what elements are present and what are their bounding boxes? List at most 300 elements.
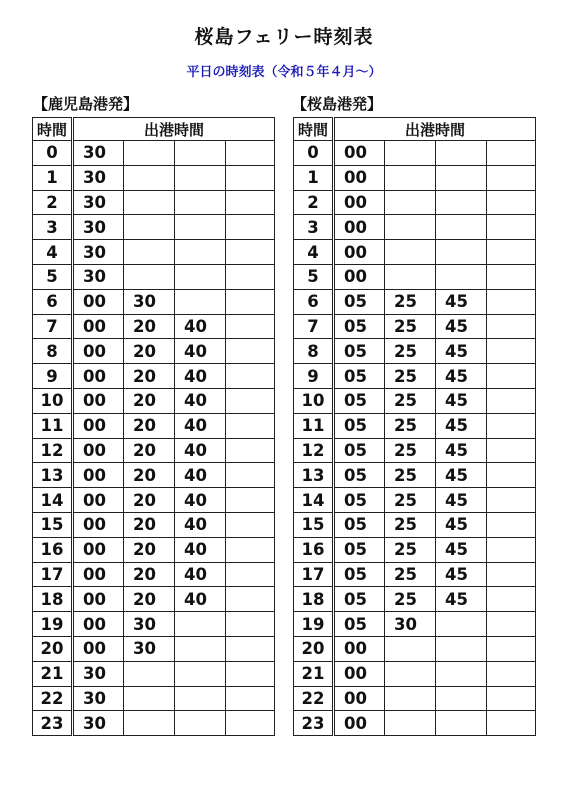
departure-minute-cell: 05 [334, 413, 385, 438]
hour-cell: 22 [294, 686, 334, 711]
hour-cell: 8 [294, 339, 334, 364]
departure-minute-cell [487, 240, 536, 265]
timetable-row [294, 686, 536, 711]
departure-minute-cell [124, 190, 175, 215]
hour-cell: 3 [33, 215, 73, 240]
departure-minute-cell: 00 [334, 165, 385, 190]
departure-minute-cell: 30 [73, 264, 124, 289]
departure-minute-cell: 05 [334, 587, 385, 612]
departure-minute-cell: 30 [73, 141, 124, 166]
departure-minute-cell: 00 [334, 661, 385, 686]
departure-minute-cell [226, 264, 275, 289]
page-subtitle: 平日の時刻表（令和５年４月〜） [186, 65, 382, 80]
sakurajima-section-label: 【桜島港発】 [292, 95, 383, 113]
departure-minute-cell [487, 463, 536, 488]
departure-minute-cell: 20 [124, 438, 175, 463]
departure-minute-cell: 40 [175, 512, 226, 537]
hour-cell: 7 [33, 314, 73, 339]
departure-minute-cell: 30 [73, 215, 124, 240]
departure-minute-cell: 00 [73, 612, 124, 637]
departure-minute-cell [385, 711, 436, 736]
hour-cell: 12 [294, 438, 334, 463]
departure-minute-cell [487, 587, 536, 612]
hour-cell: 20 [33, 636, 73, 661]
departure-minute-cell: 05 [334, 537, 385, 562]
departure-minute-cell: 40 [175, 562, 226, 587]
departure-minute-cell: 25 [385, 562, 436, 587]
departure-minute-cell: 05 [334, 438, 385, 463]
hour-cell: 1 [294, 165, 334, 190]
timetable-row [294, 537, 536, 562]
departure-minute-cell [175, 711, 226, 736]
departure-minute-cell: 40 [175, 438, 226, 463]
timetable-row [294, 240, 536, 265]
departure-minute-cell: 30 [124, 289, 175, 314]
hour-cell: 11 [33, 413, 73, 438]
departure-minute-cell [487, 438, 536, 463]
hour-cell: 19 [33, 612, 73, 637]
departure-minute-cell: 20 [124, 364, 175, 389]
hour-cell: 7 [294, 314, 334, 339]
timetable-row [294, 562, 536, 587]
departure-minute-cell [226, 240, 275, 265]
departure-minute-cell: 25 [385, 388, 436, 413]
departure-minute-cell: 45 [436, 562, 487, 587]
departure-minute-cell [487, 165, 536, 190]
departure-minute-cell [226, 438, 275, 463]
departure-minute-cell: 30 [385, 612, 436, 637]
departure-minute-cell [487, 339, 536, 364]
departure-minute-cell: 25 [385, 438, 436, 463]
departure-minute-cell [487, 215, 536, 240]
departure-minute-cell [226, 562, 275, 587]
departure-minute-cell: 05 [334, 289, 385, 314]
departure-minute-cell [487, 364, 536, 389]
departure-minute-cell: 00 [73, 636, 124, 661]
departure-minute-cell: 30 [73, 190, 124, 215]
departure-column-header: 出港時間 [73, 118, 275, 141]
departure-minute-cell: 05 [334, 364, 385, 389]
hour-cell: 2 [294, 190, 334, 215]
timetable-row [33, 289, 275, 314]
hour-cell: 23 [33, 711, 73, 736]
departure-minute-cell: 45 [436, 289, 487, 314]
departure-minute-cell: 25 [385, 413, 436, 438]
departure-minute-cell: 20 [124, 463, 175, 488]
departure-minute-cell: 25 [385, 339, 436, 364]
departure-minute-cell: 30 [73, 711, 124, 736]
timetable-row [33, 612, 275, 637]
departure-minute-cell: 05 [334, 388, 385, 413]
departure-minute-cell [175, 636, 226, 661]
departure-minute-cell [226, 537, 275, 562]
hour-cell: 3 [294, 215, 334, 240]
departure-minute-cell: 00 [73, 537, 124, 562]
hour-cell: 9 [294, 364, 334, 389]
timetable-row [33, 264, 275, 289]
departure-minute-cell [124, 165, 175, 190]
departure-minute-cell: 25 [385, 314, 436, 339]
departure-minute-cell: 00 [73, 388, 124, 413]
departure-minute-cell [124, 141, 175, 166]
hour-cell: 10 [33, 388, 73, 413]
departure-minute-cell: 45 [436, 512, 487, 537]
hour-cell: 8 [33, 339, 73, 364]
departure-minute-cell [385, 264, 436, 289]
departure-minute-cell [385, 240, 436, 265]
departure-minute-cell: 00 [334, 240, 385, 265]
departure-minute-cell [226, 215, 275, 240]
departure-minute-cell [226, 165, 275, 190]
timetable-row [294, 314, 536, 339]
departure-minute-cell [436, 215, 487, 240]
departure-minute-cell [436, 661, 487, 686]
departure-minute-cell [487, 512, 536, 537]
departure-minute-cell [487, 413, 536, 438]
departure-minute-cell [385, 141, 436, 166]
departure-minute-cell: 40 [175, 388, 226, 413]
kagoshima-rows [33, 141, 275, 736]
departure-minute-cell [226, 339, 275, 364]
hour-cell: 4 [33, 240, 73, 265]
departure-minute-cell [226, 661, 275, 686]
departure-minute-cell: 05 [334, 512, 385, 537]
hour-cell: 15 [33, 512, 73, 537]
departure-minute-cell: 20 [124, 388, 175, 413]
timetable-row [294, 165, 536, 190]
departure-minute-cell [487, 314, 536, 339]
departure-minute-cell [487, 562, 536, 587]
departure-minute-cell: 40 [175, 463, 226, 488]
departure-minute-cell: 00 [73, 562, 124, 587]
departure-minute-cell: 45 [436, 339, 487, 364]
departure-column-header: 出港時間 [334, 118, 536, 141]
hour-cell: 18 [294, 587, 334, 612]
departure-minute-cell: 00 [334, 264, 385, 289]
timetable-row [33, 215, 275, 240]
departure-minute-cell: 20 [124, 587, 175, 612]
departure-minute-cell [487, 711, 536, 736]
departure-minute-cell: 05 [334, 339, 385, 364]
hour-cell: 23 [294, 711, 334, 736]
timetable-row [33, 141, 275, 166]
hour-cell: 21 [294, 661, 334, 686]
hour-cell: 14 [33, 488, 73, 513]
departure-minute-cell [124, 240, 175, 265]
hour-cell: 4 [294, 240, 334, 265]
departure-minute-cell [175, 661, 226, 686]
departure-minute-cell [487, 190, 536, 215]
hour-column-header: 時間 [33, 118, 73, 141]
departure-minute-cell: 45 [436, 388, 487, 413]
timetable-row [33, 463, 275, 488]
departure-minute-cell [124, 264, 175, 289]
hour-cell: 0 [33, 141, 73, 166]
departure-minute-cell [487, 141, 536, 166]
timetable-row [294, 215, 536, 240]
hour-cell: 20 [294, 636, 334, 661]
hour-cell: 6 [294, 289, 334, 314]
departure-minute-cell: 30 [73, 661, 124, 686]
hour-cell: 9 [33, 364, 73, 389]
departure-minute-cell: 00 [73, 587, 124, 612]
departure-minute-cell: 20 [124, 339, 175, 364]
hour-cell: 2 [33, 190, 73, 215]
departure-minute-cell: 40 [175, 537, 226, 562]
departure-minute-cell [226, 388, 275, 413]
timetable-row [294, 636, 536, 661]
departure-minute-cell [226, 364, 275, 389]
departure-minute-cell: 05 [334, 463, 385, 488]
hour-column-header: 時間 [294, 118, 334, 141]
departure-minute-cell [124, 661, 175, 686]
departure-minute-cell [226, 636, 275, 661]
hour-cell: 13 [33, 463, 73, 488]
departure-minute-cell: 00 [73, 314, 124, 339]
departure-minute-cell: 45 [436, 587, 487, 612]
departure-minute-cell [124, 686, 175, 711]
timetable-row [33, 711, 275, 736]
hour-cell: 16 [33, 537, 73, 562]
departure-minute-cell [226, 711, 275, 736]
timetable-row [33, 165, 275, 190]
timetable-row [33, 562, 275, 587]
timetable-row [294, 488, 536, 513]
departure-minute-cell: 00 [73, 488, 124, 513]
departure-minute-cell: 20 [124, 314, 175, 339]
departure-minute-cell: 05 [334, 488, 385, 513]
timetable-header-row [294, 118, 536, 141]
timetable-row [33, 240, 275, 265]
departure-minute-cell [487, 537, 536, 562]
departure-minute-cell [175, 165, 226, 190]
departure-minute-cell [487, 488, 536, 513]
departure-minute-cell [487, 636, 536, 661]
departure-minute-cell [175, 141, 226, 166]
departure-minute-cell: 30 [73, 686, 124, 711]
departure-minute-cell: 40 [175, 314, 226, 339]
departure-minute-cell [226, 587, 275, 612]
departure-minute-cell [226, 141, 275, 166]
departure-minute-cell: 45 [436, 438, 487, 463]
sakurajima-timetable [293, 117, 536, 736]
timetable-row [294, 587, 536, 612]
departure-minute-cell [175, 612, 226, 637]
departure-minute-cell: 45 [436, 537, 487, 562]
departure-minute-cell: 00 [334, 711, 385, 736]
departure-minute-cell [226, 413, 275, 438]
timetable-row [33, 512, 275, 537]
hour-cell: 15 [294, 512, 334, 537]
departure-minute-cell [436, 141, 487, 166]
timetable-row [33, 488, 275, 513]
departure-minute-cell [436, 711, 487, 736]
departure-minute-cell: 30 [73, 165, 124, 190]
departure-minute-cell: 30 [124, 612, 175, 637]
departure-minute-cell [436, 636, 487, 661]
hour-cell: 19 [294, 612, 334, 637]
timetable-row [33, 339, 275, 364]
departure-minute-cell: 40 [175, 413, 226, 438]
departure-minute-cell [385, 636, 436, 661]
departure-minute-cell: 25 [385, 537, 436, 562]
departure-minute-cell: 40 [175, 488, 226, 513]
departure-minute-cell: 40 [175, 339, 226, 364]
departure-minute-cell: 20 [124, 562, 175, 587]
departure-minute-cell: 00 [73, 463, 124, 488]
departure-minute-cell: 00 [73, 289, 124, 314]
departure-minute-cell [175, 264, 226, 289]
hour-cell: 14 [294, 488, 334, 513]
timetable-row [294, 661, 536, 686]
timetable-row [33, 388, 275, 413]
hour-cell: 17 [33, 562, 73, 587]
timetable-row [33, 636, 275, 661]
departure-minute-cell [487, 388, 536, 413]
departure-minute-cell: 45 [436, 463, 487, 488]
timetable-row [33, 587, 275, 612]
departure-minute-cell: 25 [385, 587, 436, 612]
timetable-row [33, 413, 275, 438]
hour-cell: 16 [294, 537, 334, 562]
departure-minute-cell [175, 686, 226, 711]
departure-minute-cell [487, 612, 536, 637]
hour-cell: 22 [33, 686, 73, 711]
timetable-row [294, 512, 536, 537]
timetable-row [294, 388, 536, 413]
departure-minute-cell [226, 314, 275, 339]
departure-minute-cell [436, 686, 487, 711]
departure-minute-cell: 25 [385, 364, 436, 389]
departure-minute-cell [226, 612, 275, 637]
timetable-row [33, 438, 275, 463]
departure-minute-cell: 00 [334, 686, 385, 711]
page-title: 桜島フェリー時刻表 [194, 26, 374, 48]
timetable-row [33, 314, 275, 339]
departure-minute-cell: 40 [175, 364, 226, 389]
timetable-row [294, 141, 536, 166]
departure-minute-cell [436, 165, 487, 190]
timetable-row [294, 364, 536, 389]
departure-minute-cell: 00 [73, 364, 124, 389]
timetable-row [33, 537, 275, 562]
departure-minute-cell: 45 [436, 413, 487, 438]
departure-minute-cell: 20 [124, 537, 175, 562]
timetable-row [294, 438, 536, 463]
sakurajima-rows [294, 141, 536, 736]
departure-minute-cell [175, 289, 226, 314]
departure-minute-cell [487, 264, 536, 289]
departure-minute-cell [175, 240, 226, 265]
departure-minute-cell: 00 [334, 190, 385, 215]
departure-minute-cell: 30 [124, 636, 175, 661]
timetable-row [294, 190, 536, 215]
departure-minute-cell: 25 [385, 463, 436, 488]
timetable-row [33, 661, 275, 686]
departure-minute-cell: 20 [124, 413, 175, 438]
timetable-header-row [33, 118, 275, 141]
departure-minute-cell [124, 215, 175, 240]
departure-minute-cell [487, 686, 536, 711]
departure-minute-cell: 25 [385, 512, 436, 537]
timetable-row [33, 686, 275, 711]
departure-minute-cell: 45 [436, 314, 487, 339]
departure-minute-cell [226, 512, 275, 537]
hour-cell: 10 [294, 388, 334, 413]
departure-minute-cell: 00 [334, 215, 385, 240]
departure-minute-cell [385, 686, 436, 711]
departure-minute-cell: 20 [124, 488, 175, 513]
timetable-row [294, 612, 536, 637]
timetable-row [33, 190, 275, 215]
departure-minute-cell [436, 612, 487, 637]
departure-minute-cell: 00 [73, 438, 124, 463]
hour-cell: 5 [33, 264, 73, 289]
hour-cell: 1 [33, 165, 73, 190]
departure-minute-cell [385, 190, 436, 215]
departure-minute-cell: 00 [334, 636, 385, 661]
departure-minute-cell: 40 [175, 587, 226, 612]
hour-cell: 5 [294, 264, 334, 289]
departure-minute-cell: 00 [73, 512, 124, 537]
departure-minute-cell: 25 [385, 289, 436, 314]
timetable-row [294, 463, 536, 488]
departure-minute-cell [436, 264, 487, 289]
departure-minute-cell [436, 190, 487, 215]
hour-cell: 6 [33, 289, 73, 314]
departure-minute-cell [385, 215, 436, 240]
hour-cell: 11 [294, 413, 334, 438]
departure-minute-cell: 20 [124, 512, 175, 537]
departure-minute-cell: 45 [436, 488, 487, 513]
departure-minute-cell [175, 215, 226, 240]
timetable-row [294, 413, 536, 438]
departure-minute-cell: 30 [73, 240, 124, 265]
departure-minute-cell [226, 289, 275, 314]
departure-minute-cell: 05 [334, 314, 385, 339]
departure-minute-cell: 00 [73, 413, 124, 438]
departure-minute-cell [226, 463, 275, 488]
hour-cell: 21 [33, 661, 73, 686]
hour-cell: 18 [33, 587, 73, 612]
departure-minute-cell: 05 [334, 612, 385, 637]
departure-minute-cell [385, 165, 436, 190]
timetable-row [33, 364, 275, 389]
kagoshima-section-label: 【鹿児島港発】 [33, 95, 139, 113]
departure-minute-cell: 05 [334, 562, 385, 587]
timetable-row [294, 339, 536, 364]
departure-minute-cell [487, 661, 536, 686]
departure-minute-cell [124, 711, 175, 736]
departure-minute-cell [487, 289, 536, 314]
departure-minute-cell: 00 [73, 339, 124, 364]
departure-minute-cell: 25 [385, 488, 436, 513]
departure-minute-cell: 45 [436, 364, 487, 389]
kagoshima-timetable [32, 117, 275, 736]
departure-minute-cell [226, 686, 275, 711]
hour-cell: 17 [294, 562, 334, 587]
hour-cell: 13 [294, 463, 334, 488]
departure-minute-cell [385, 661, 436, 686]
departure-minute-cell [226, 488, 275, 513]
departure-minute-cell: 00 [334, 141, 385, 166]
departure-minute-cell [226, 190, 275, 215]
timetable-row [294, 289, 536, 314]
hour-cell: 0 [294, 141, 334, 166]
timetable-row [294, 264, 536, 289]
hour-cell: 12 [33, 438, 73, 463]
timetable-row [294, 711, 536, 736]
